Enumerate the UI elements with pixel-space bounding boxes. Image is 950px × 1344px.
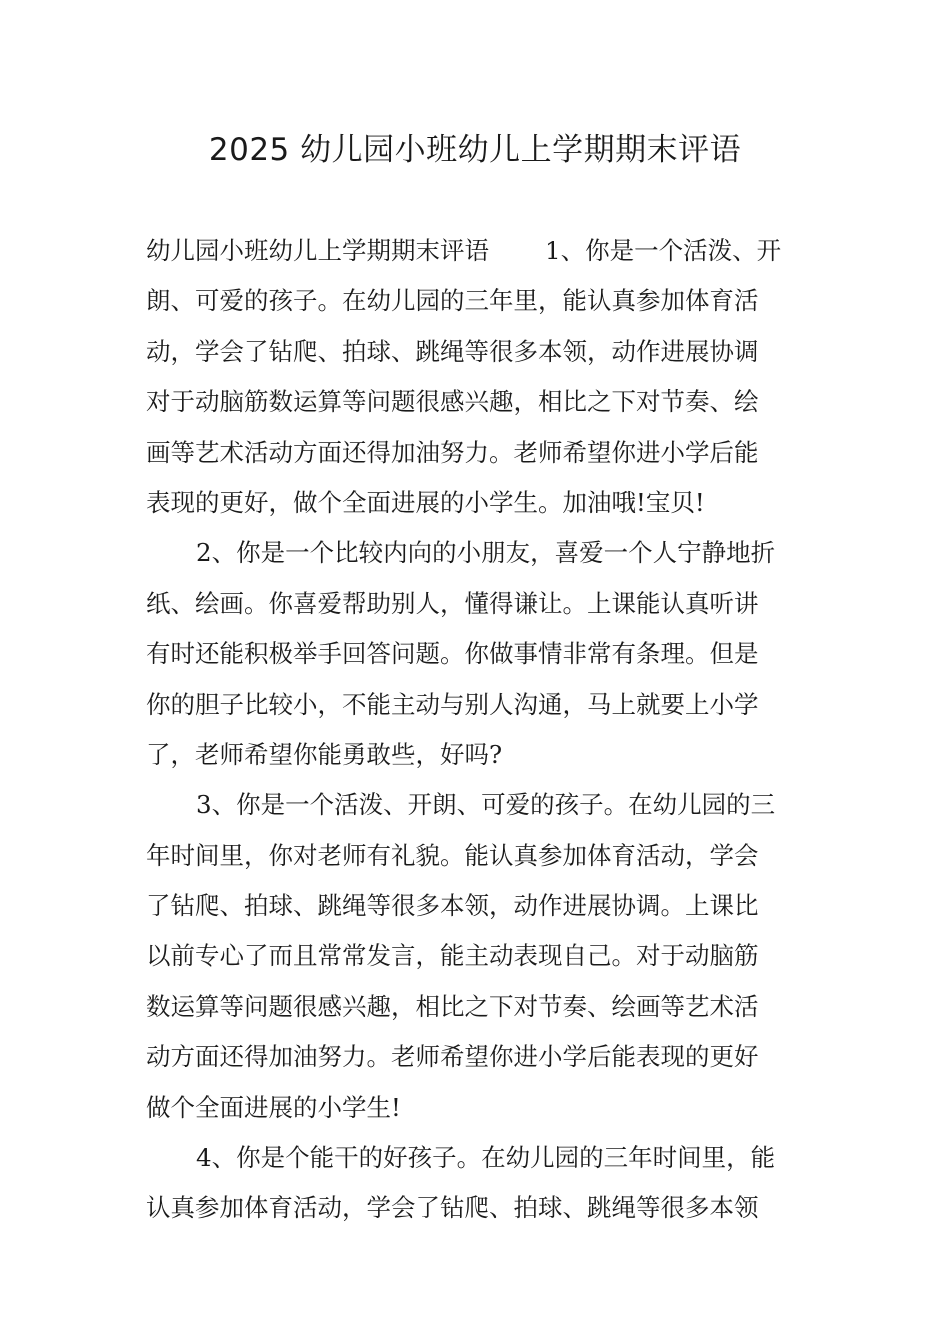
paragraph-line: 做个全面进展的小学生! (146, 1092, 401, 1122)
paragraph-line: 了，老师希望你能勇敢些，好吗? (146, 739, 503, 769)
paragraph-1 (146, 226, 806, 528)
paragraph-line: 认真参加体育活动，学会了钻爬、拍球、跳绳等很多本领 (146, 1193, 759, 1223)
paragraph-line: 动，学会了钻爬、拍球、跳绳等很多本领，动作进展协调 (146, 336, 759, 366)
line-text: 2、你是一个比较内向的小朋友，喜爱一个人宁静地折 (196, 538, 776, 568)
document-title: 2025 幼儿园小班幼儿上学期期末评语 (208, 132, 742, 168)
paragraph-3 (146, 780, 806, 1133)
paragraph-line (146, 1133, 806, 1183)
paragraph-line: 数运算等问题很感兴趣，相比之下对节奏、绘画等艺术活 (146, 991, 759, 1021)
paragraph-line: 朗、可爱的孩子。在幼儿园的三年里，能认真参加体育活 (146, 286, 759, 316)
paragraph-line: 有时还能积极举手回答问题。你做事情非常有条理。但是 (146, 639, 759, 669)
paragraph-line: 动方面还得加油努力。老师希望你进小学后能表现的更好 (146, 1042, 759, 1072)
paragraph-line (146, 528, 806, 578)
paragraph-line: 纸、绘画。你喜爱帮助别人，懂得谦让。上课能认真听讲 (146, 588, 759, 618)
paragraph-4 (146, 1133, 806, 1234)
paragraph-line: 年时间里，你对老师有礼貌。能认真参加体育活动，学会 (146, 840, 759, 870)
paragraph-line (146, 226, 806, 276)
line-text: 4、你是个能干的好孩子。在幼儿园的三年时间里，能 (196, 1143, 776, 1173)
paragraph-line: 你的胆子比较小，不能主动与别人沟通，马上就要上小学 (146, 689, 759, 719)
paragraph-line: 表现的更好，做个全面进展的小学生。加油哦!宝贝! (146, 487, 705, 517)
paragraph-2 (146, 528, 806, 780)
line-text: 3、你是一个活泼、开朗、可爱的孩子。在幼儿园的三 (196, 790, 776, 820)
paragraph-line: 画等艺术活动方面还得加油努力。老师希望你进小学后能 (146, 437, 759, 467)
paragraph-line: 对于动脑筋数运算等问题很感兴趣，相比之下对节奏、绘 (146, 387, 759, 417)
paragraph-line (146, 780, 806, 830)
line-text: 1、你是一个活泼、开 (545, 236, 782, 265)
paragraph-line: 以前专心了而且常常发言，能主动表现自己。对于动脑筋 (146, 941, 759, 971)
paragraph-line: 了钻爬、拍球、跳绳等很多本领，动作进展协调。上课比 (146, 891, 759, 921)
document-body (146, 226, 806, 1234)
intro-label: 幼儿园小班幼儿上学期期末评语 (146, 236, 489, 265)
